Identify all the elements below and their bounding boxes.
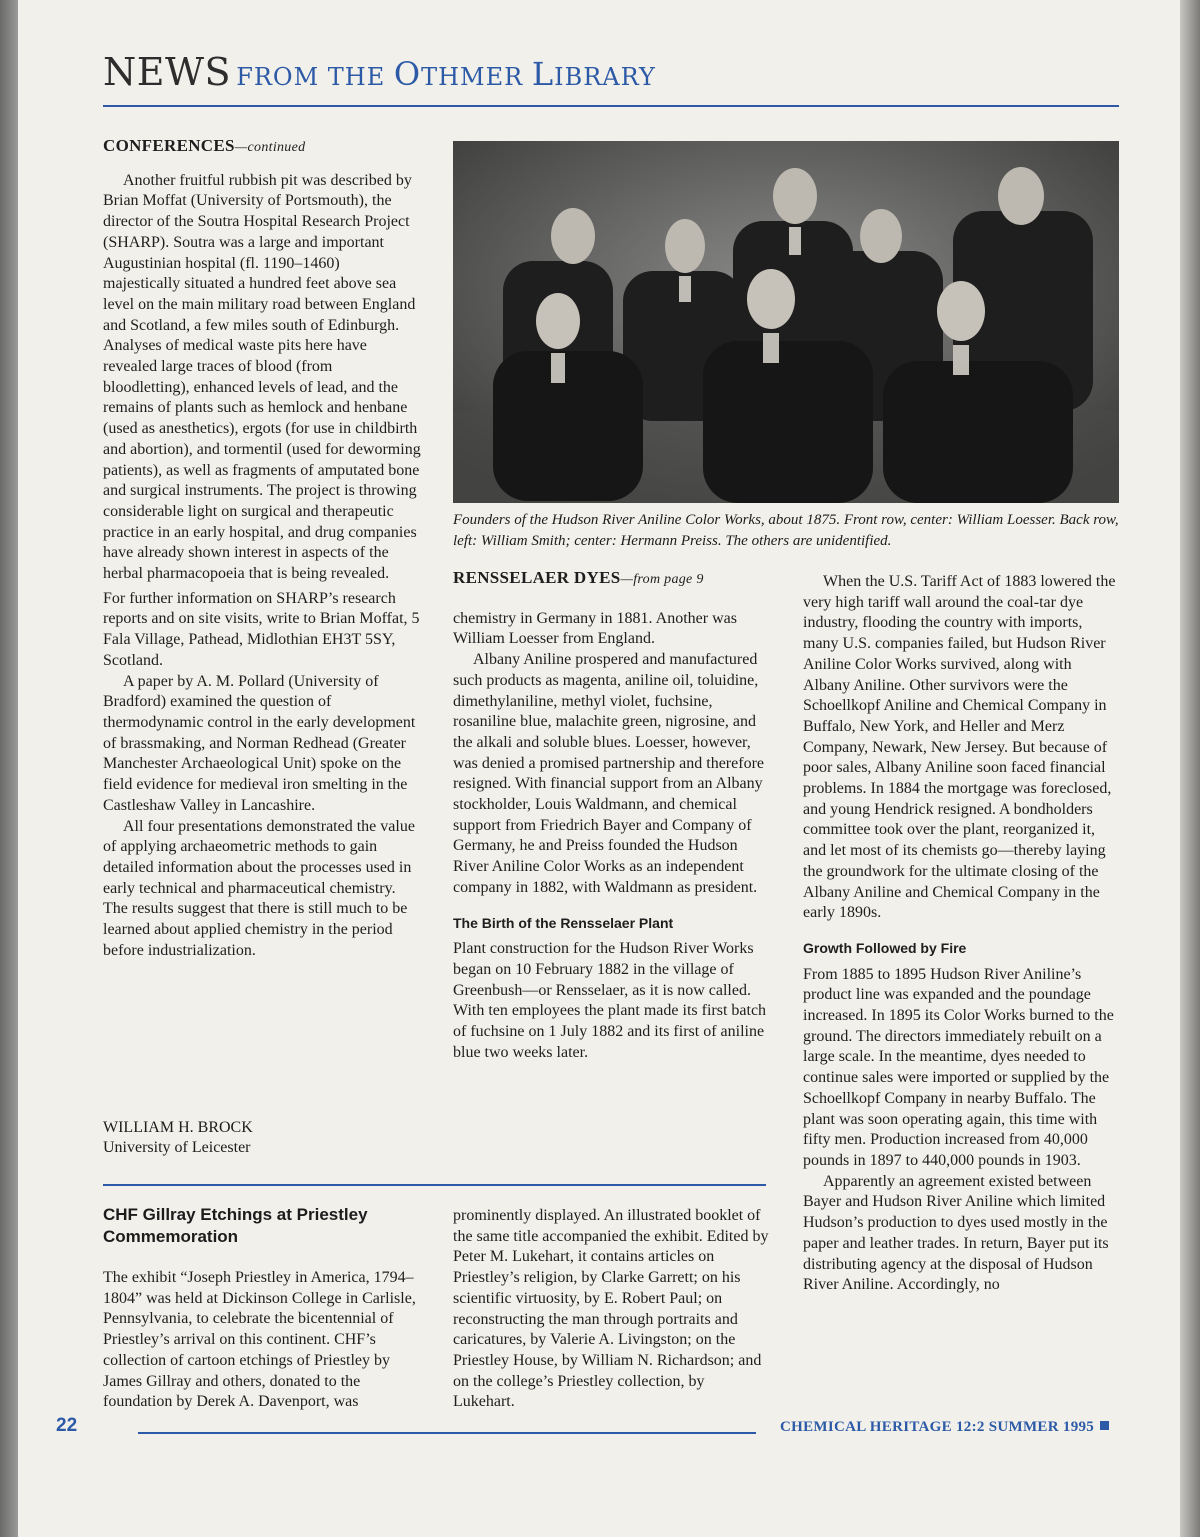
- rensselaer-heading: [453, 568, 769, 591]
- footer-publication: [780, 1419, 1109, 1436]
- rensselaer-paragraph-1: chemistry in Germany in 1881. Another was William Loesser from England.: [453, 609, 737, 648]
- footer-rule: [138, 1432, 756, 1434]
- page-number: 22: [56, 1415, 78, 1436]
- rensselaer-column: [453, 568, 769, 1063]
- conferences-paragraph-3: A paper by A. M. Pollard (University of Bradford) examined the question of thermodynamic control in the early development of brassmaking, and Norman Redhead (Greater Manchester Archaeological Unit) spoke on the field evidence for medieval iron smelting in the Castleshaw Valley in Lancashire.: [103, 672, 416, 814]
- gillray-column-2: [453, 1206, 769, 1413]
- next-page-edge: [1180, 0, 1200, 1537]
- tariff-paragraph-1: When the U.S. Tariff Act of 1883 lowered the very high tariff wall around the coal-tar dye industry, flooding the country with imports, many U.S. companies failed, but Hudson River Aniline Color Works survived, along with Albany Aniline. Other survivors were the Schoellkopf Aniline and Chemical Company in Buffalo, New York, and Heller and Merz Company, Newark, New Jersey. But because of poor sales, Albany Aniline soon faced financial problems. In 1884 the mortgage was foreclosed, and young Hendrick resigned. A bondholders committee took over the plant, reorganized it, and let most of its chemists go—thereby laying the groundwork for the ultimate closing of the Albany Aniline and Chemical Company in the early 1890s.: [803, 573, 1116, 922]
- masthead-o: O: [393, 55, 422, 93]
- author-affiliation: University of Leicester: [103, 1139, 251, 1156]
- footer-square-icon: [1100, 1421, 1109, 1430]
- section-divider: [103, 1184, 766, 1186]
- conferences-heading-text: CONFERENCES: [103, 136, 235, 155]
- rensselaer-heading-from-page: —from page 9: [620, 572, 704, 587]
- footer-publication-text: CHEMICAL HERITAGE 12:2 SUMMER 1995: [780, 1419, 1095, 1435]
- masthead-from-the: FROM THE: [236, 63, 394, 91]
- conferences-heading: [103, 136, 421, 159]
- rensselaer-heading-text: RENSSELAER DYES: [453, 568, 621, 587]
- rensselaer-paragraph-2: Albany Aniline prospered and manufactured such products as magenta, aniline oil, toluidine, dimethylaniline, methyl violet, fuchsine, rosaniline blue, malachite green, nigrosine, and the alkali and soluble blues. Loesser, however, was denied a promised partnership and therefore resigned. With financial support from an Albany stockholder, Louis Waldmann, and chemical support from Friedrich Bayer and Company of Germany, he and Preiss founded the Hudson River Aniline Color Works as an independent company in 1882, with Waldmann as president.: [453, 651, 764, 896]
- masthead-subtitle: [236, 55, 656, 93]
- tariff-column: [803, 572, 1119, 1296]
- gillray-paragraph-1: The exhibit “Joseph Priestley in America, 1794–1804” was held at Dickinson College in Carlisle, Pennsylvania, to celebrate the bicentennial of Priestley’s arrival on this continent. CHF’s collection of cartoon etchings of Priestley by James Gillray and others, donated to the foundation by Derek A. Davenport, was: [103, 1269, 416, 1411]
- birth-of-plant-subhead: The Birth of the Rensselaer Plant: [453, 914, 674, 931]
- group-portrait-image: [453, 141, 1119, 503]
- growth-paragraph-1: From 1885 to 1895 Hudson River Aniline’s product line was expanded and the poundage increased. In 1895 its Color Works burned to the ground. The directors immediately rebuilt on a large scale. In the meantime, dyes needed to continue sales were imported or supplied by the Schoellkopf Company in nearby Buffalo. The plant was soon operating again, this time with fifty men. Production increased from 40,000 pounds in 1897 to 440,000 pounds in 1903.: [803, 965, 1114, 1169]
- gillray-column-1: [103, 1268, 421, 1413]
- masthead-rule: [103, 105, 1119, 107]
- masthead-thmer: THMER: [421, 63, 532, 91]
- author-signature: [103, 1118, 253, 1158]
- masthead-ibrary: IBRARY: [554, 63, 656, 91]
- conferences-paragraph-1: Another fruitful rubbish pit was described by Brian Moffat (University of Portsmouth), the director of the Soutra Hospital Research Project (SHARP). Soutra was a large and important Augustinian hospital (fl. 1190–1460) majestically situated a hundred feet above sea level on the main military road between England and Scotland, a few miles south of Edinburgh. Analyses of medical waste pits here have revealed large traces of blood (from bloodletting), enhanced levels of lead, and the remains of plants such as hemlock and henbane (used as anesthetics), ergots (for use in childbirth and abortion), and tormentil (used for deworming patients), as well as fragments of amputated bone and surgical instruments. The project is throwing considerable light on surgical and therapeutic practice in an early hospital, and drug companies have already shown interest in aspects of the herbal pharmacopoeia that is being revealed.: [103, 171, 421, 583]
- conferences-paragraph-2: For further information on SHARP’s research reports and on site visits, write to Brian Moffat, 5 Fala Village, Pathead, Midlothian EH3T 5SY, Scotland.: [103, 589, 420, 669]
- growth-paragraph-2: Apparently an agreement existed between Bayer and Hudson River Aniline which limited Hudson’s production to dyes used mostly in the paper and leather trades. In return, Bayer put its distributing agency at the disposal of Hudson River Aniline. Accordingly, no: [803, 1172, 1109, 1294]
- gillray-paragraph-2: prominently displayed. An illustrated booklet of the same title accompanied the exhibit. Edited by Peter M. Lukehart, it contains articles on Priestley’s religion, by Clarke Garrett; on his scientific virtuosity, by E. Robert Paul; on reconstructing the man through portraits and caricatures, by Valerie A. Livingston; on the Priestley House, by William N. Richardson; and on the college’s Priestley collection, by Lukehart.: [453, 1207, 769, 1411]
- gillray-heading: CHF Gillray Etchings at Priestley Commemoration: [103, 1205, 368, 1246]
- masthead-news: NEWS: [103, 50, 232, 94]
- founders-photograph: [453, 141, 1119, 503]
- masthead: [103, 50, 656, 100]
- conferences-paragraph-4: All four presentations demonstrated the value of applying archaeometric methods to gain detailed information about the processes used in early technical and pharmaceutical chemistry. The results suggest that there is still much to be learned about applied chemistry in the period before industrialization.: [103, 817, 415, 959]
- masthead-l: L: [531, 55, 555, 93]
- photo-caption: Founders of the Hudson River Aniline Color Works, about 1875. Front row, center: William Loesser. Back row, left: William Smith; center: Hermann Preiss. The others are unidentified.: [453, 512, 1119, 549]
- conferences-column: [103, 136, 421, 961]
- author-name: WILLIAM H. BROCK: [103, 1119, 253, 1136]
- binding-shadow: [0, 0, 18, 1537]
- rensselaer-paragraph-3: Plant construction for the Hudson River Works began on 10 February 1882 in the village of Greenbush—or Rensselaer, as it is now called. With ten employees the plant made its first batch of fuchsine on 1 July 1882 and its first of aniline blue two weeks later.: [453, 940, 767, 1061]
- conferences-heading-continued: —continued: [234, 140, 306, 155]
- growth-followed-by-fire-subhead: Growth Followed by Fire: [803, 939, 967, 956]
